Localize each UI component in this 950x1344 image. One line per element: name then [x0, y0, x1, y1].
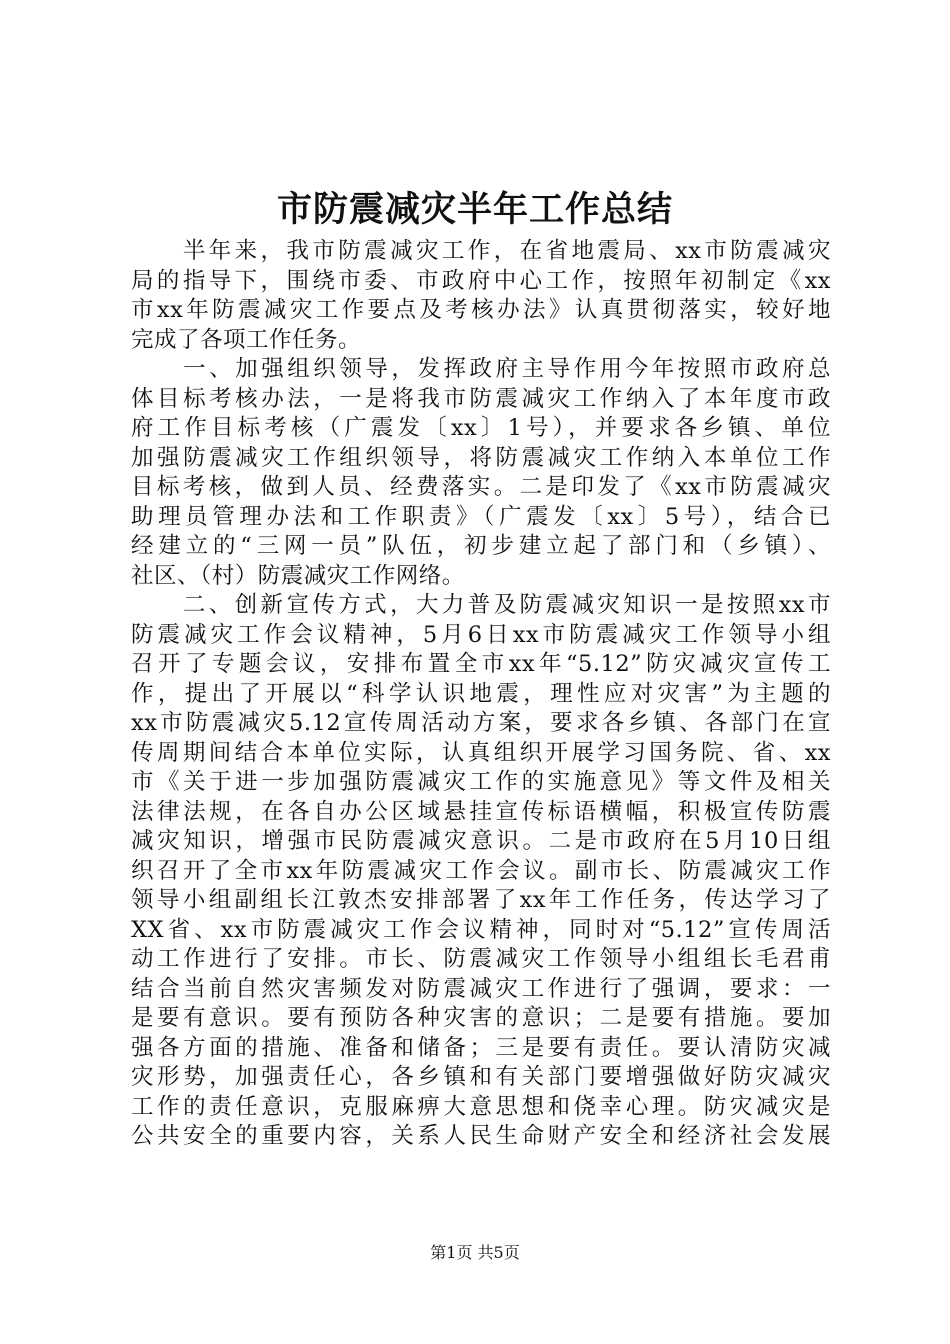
body-text-line: 二、创新宣传方式，大力普及防震减灾知识一是按照xx市 — [131, 592, 831, 618]
document-body — [131, 237, 831, 1152]
body-text-line: 目标考核，做到人员、经费落实。二是印发了《xx市防震减灾 — [131, 474, 831, 500]
body-text-line: 市xx年防震减灾工作要点及考核办法》认真贯彻落实，较好地 — [131, 297, 831, 323]
body-text-line: 防震减灾工作会议精神，5月6日xx市防震减灾工作领导小组 — [131, 621, 831, 648]
body-text-line: 织召开了全市xx年防震减灾工作会议。副市长、防震减灾工作 — [131, 857, 831, 884]
body-text-line: 灾形势，加强责任心，各乡镇和有关部门要增强做好防灾减灾 — [131, 1064, 831, 1090]
body-text-line: 是要有意识。要有预防各种灾害的意识；二是要有措施。要加 — [131, 1005, 831, 1031]
body-text-line: 经建立的“三网一员”队伍，初步建立起了部门和（乡镇）、 — [131, 533, 831, 559]
body-text-line: 一、加强组织领导，发挥政府主导作用今年按照市政府总 — [131, 356, 831, 382]
body-text-line: XX省、xx市防震减灾工作会议精神，同时对“5.12”宣传周活 — [131, 916, 831, 943]
body-text-line: 领导小组副组长江敦杰安排部署了xx年工作任务，传达学习了 — [131, 887, 831, 913]
body-text-line: 动工作进行了安排。市长、防震减灾工作领导小组组长毛君甫 — [131, 946, 831, 972]
body-text-line: 公共安全的重要内容，关系人民生命财产安全和经济社会发展 — [131, 1123, 831, 1149]
document-title: 市防震减灾半年工作总结 — [276, 189, 673, 230]
body-text-line: 结合当前自然灾害频发对防震减灾工作进行了强调，要求：一 — [131, 975, 831, 1002]
body-text-line: 减灾知识，增强市民防震减灾意识。二是市政府在5月10日组 — [131, 828, 831, 854]
body-text-line: 局的指导下，围绕市委、市政府中心工作，按照年初制定《xx — [131, 267, 831, 294]
body-text-line: 召开了专题会议，安排布置全市xx年“5.12”防灾减灾宣传工 — [131, 651, 831, 677]
page-footer: 第1页 共5页 — [430, 1243, 520, 1262]
body-text-line: 体目标考核办法，一是将我市防震减灾工作纳入了本年度市政 — [131, 385, 831, 412]
body-text-line: 府工作目标考核（广震发〔xx〕1号），并要求各乡镇、单位 — [131, 415, 831, 441]
body-text-line: 作，提出了开展以“科学认识地震，理性应对灾害”为主题的 — [131, 680, 831, 707]
body-text-line: 完成了各项工作任务。 — [131, 326, 362, 353]
body-text-line: 社区、（村）防震减灾工作网络。 — [131, 562, 465, 589]
body-text-line: 工作的责任意识，克服麻痹大意思想和侥幸心理。防灾减灾是 — [131, 1093, 831, 1120]
body-text-line: 法律法规，在各自办公区域悬挂宣传标语横幅，积极宣传防震 — [131, 798, 831, 825]
body-text-line: xx市防震减灾5.12宣传周活动方案，要求各乡镇、各部门在宣 — [131, 710, 831, 736]
body-text-line: 助理员管理办法和工作职责》（广震发〔xx〕5号），结合已 — [131, 503, 831, 530]
body-text-line: 传周期间结合本单位实际，认真组织开展学习国务院、省、xx — [131, 739, 831, 766]
body-text-line: 市《关于进一步加强防震减灾工作的实施意见》等文件及相关 — [131, 769, 831, 795]
body-text-line: 加强防震减灾工作组织领导，将防震减灾工作纳入本单位工作 — [131, 444, 831, 471]
body-text-line: 半年来，我市防震减灾工作，在省地震局、xx市防震减灾 — [131, 238, 831, 264]
body-text-line: 强各方面的措施、准备和储备；三是要有责任。要认清防灾减 — [131, 1034, 831, 1061]
